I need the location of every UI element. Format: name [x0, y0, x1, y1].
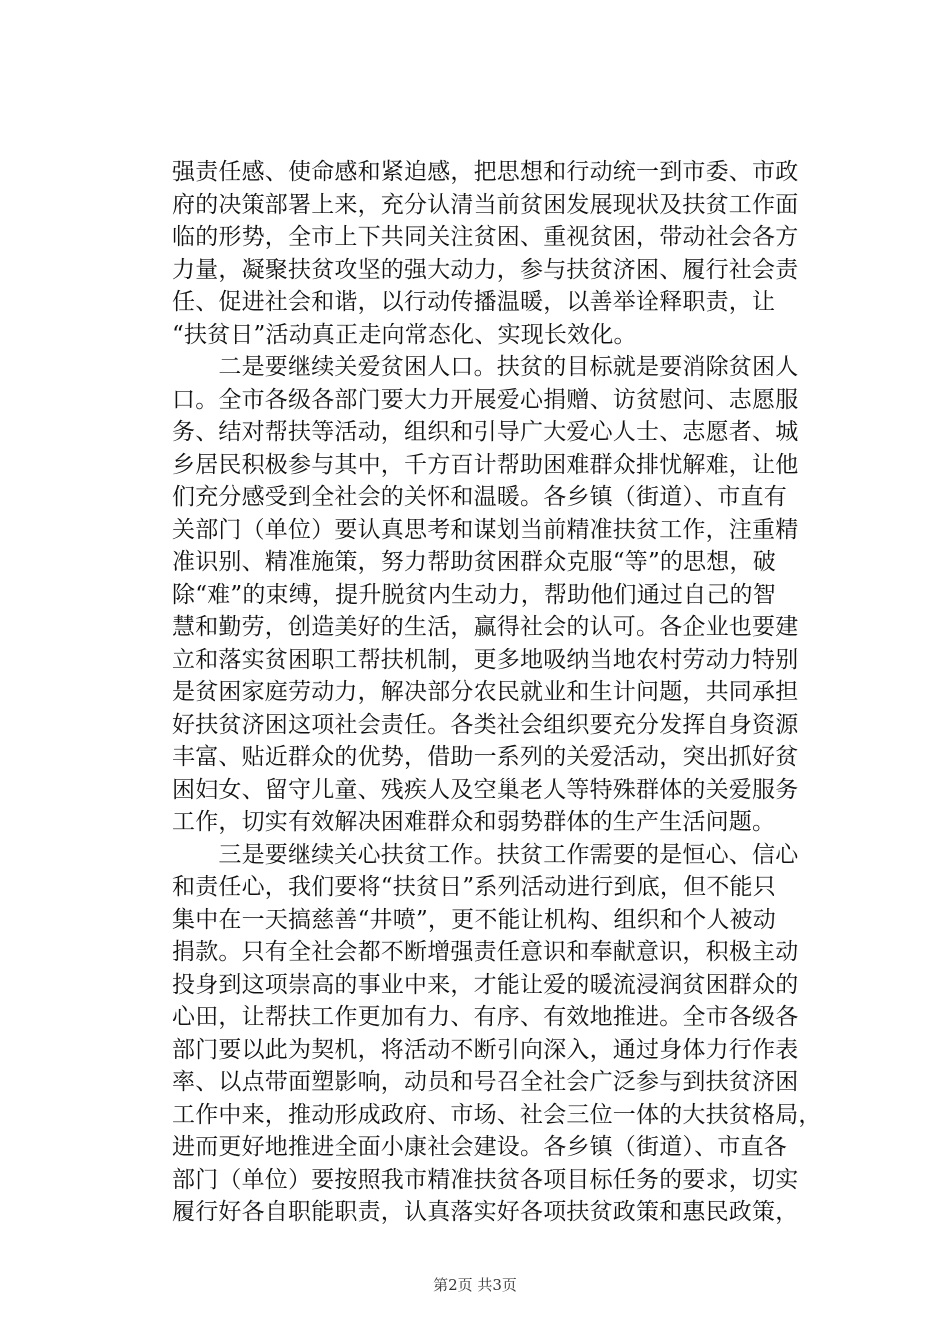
text-line: 是贫困家庭劳动力，解决部分农民就业和生计问题，共同承担	[172, 679, 799, 705]
text-line: 集中在一天搞慈善“井喷”，更不能让机构、组织和个人被动	[172, 906, 776, 933]
text-line: 投身到这项崇高的事业中来，才能让爱的暖流浸润贫困群众的	[172, 971, 799, 998]
text-line: “扶贫日”活动真正走向常态化、实现长效化。	[172, 321, 637, 348]
text-line: 工作，切实有效解决困难群众和弱势群体的生产生活问题。	[172, 809, 776, 835]
text-line: 口。全市各级各部门要大力开展爱心捐赠、访贫慰问、志愿服	[172, 386, 799, 413]
text-line: 和责任心，我们要将“扶贫日”系列活动进行到底，但不能只	[172, 874, 776, 900]
text-line: 困妇女、留守儿童、残疾人及空巢老人等特殊群体的关爱服务	[172, 776, 799, 803]
text-line: 除“难”的束缚，提升脱贫内生动力，帮助他们通过自己的智	[172, 581, 776, 608]
paragraph-start-line: 二是要继续关爱贫困人口。扶贫的目标就是要消除贫困人	[172, 354, 799, 380]
text-line: 好扶贫济困这项社会责任。各类社会组织要充分发挥自身资源	[172, 711, 799, 738]
text-line: 强责任感、使命感和紧迫感，把思想和行动统一到市委、市政	[172, 159, 799, 185]
paragraph-start-line: 三是要继续关心扶贫工作。扶贫工作需要的是恒心、信心	[172, 841, 799, 868]
document-body	[172, 156, 836, 1229]
text-line: 关部门（单位）要认真思考和谋划当前精准扶贫工作，注重精	[172, 516, 799, 543]
text-line: 务、结对帮扶等活动，组织和引导广大爱心人士、志愿者、城	[172, 419, 799, 445]
text-line: 慧和勤劳，创造美好的生活，赢得社会的认可。各企业也要建	[172, 614, 799, 640]
text-line: 立和落实贫困职工帮扶机制，更多地吸纳当地农村劳动力特别	[172, 646, 799, 673]
text-line: 履行好各自职能职责，认真落实好各项扶贫政策和惠民政策，	[172, 1199, 799, 1225]
text-line: 部门要以此为契机，将活动不断引向深入，通过身体力行作表	[172, 1036, 799, 1063]
text-line: 们充分感受到全社会的关怀和温暖。各乡镇（街道）、市直有	[172, 484, 787, 510]
page-number-footer: 第2页 共3页	[433, 1276, 517, 1294]
text-line: 任、促进社会和谐，以行动传播温暖，以善举诠释职责，让	[172, 289, 776, 315]
text-line: 率、以点带面塑影响，动员和号召全社会广泛参与到扶贫济困	[172, 1069, 799, 1095]
text-line: 部门（单位）要按照我市精准扶贫各项目标任务的要求，切实	[172, 1166, 799, 1193]
text-line: 力量，凝聚扶贫攻坚的强大动力，参与扶贫济困、履行社会责	[172, 256, 799, 283]
text-line: 乡居民积极参与其中，千方百计帮助困难群众排忧解难，让他	[172, 451, 799, 478]
text-line: 工作中来，推动形成政府、市场、社会三位一体的大扶贫格局，	[172, 1101, 822, 1128]
text-line: 捐款。只有全社会都不断增强责任意识和奉献意识，积极主动	[172, 939, 799, 965]
text-line: 丰富、贴近群众的优势，借助一系列的关爱活动，突出抓好贫	[172, 744, 799, 770]
text-line: 心田，让帮扶工作更加有力、有序、有效地推进。全市各级各	[172, 1004, 799, 1030]
text-line: 临的形势，全市上下共同关注贫困、重视贫困，带动社会各方	[172, 224, 799, 250]
text-line: 准识别、精准施策，努力帮助贫困群众克服“等”的思想，破	[172, 549, 776, 575]
text-line: 府的决策部署上来，充分认清当前贫困发展现状及扶贫工作面	[172, 191, 799, 218]
text-line: 进而更好地推进全面小康社会建设。各乡镇（街道）、市直各	[172, 1134, 787, 1160]
